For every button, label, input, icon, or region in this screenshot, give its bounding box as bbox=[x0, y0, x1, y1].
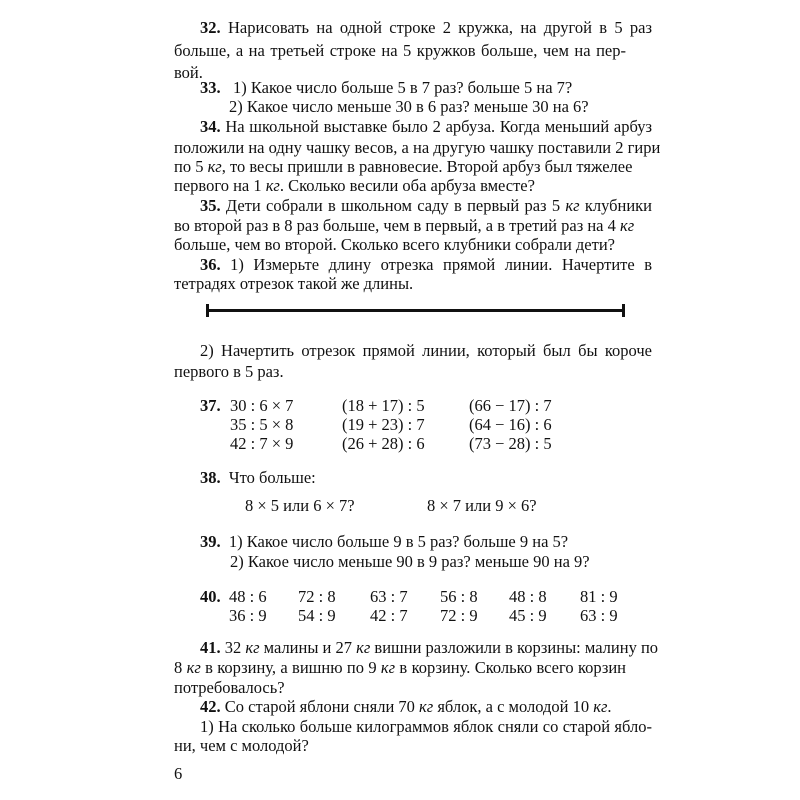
expression: 30 : 6 × 7 bbox=[230, 396, 294, 415]
unit-kg: кг bbox=[207, 157, 222, 176]
expression: (26 + 28) : 6 bbox=[342, 434, 425, 453]
unit-kg: кг bbox=[356, 638, 371, 657]
text-part: Дети собрали в школьном саду в первый раз 5 bbox=[225, 196, 566, 215]
problem-32-line-1 bbox=[174, 18, 652, 38]
text-part: по 5 bbox=[174, 157, 208, 176]
expression: 45 : 9 bbox=[509, 606, 547, 625]
expression: 35 : 5 × 8 bbox=[230, 415, 294, 434]
problem-text: 1) Какое число больше 9 в 5 раз? больше 9 на 5? bbox=[228, 532, 569, 551]
text-part: во второй раз в 8 раз больше, чем в первый, а в третий раз на 4 bbox=[174, 216, 620, 235]
text-part: яблок, а с молодой 10 bbox=[433, 697, 594, 716]
unit-kg: кг bbox=[565, 196, 580, 215]
problem-36-line-4: первого в 5 раз. bbox=[174, 362, 284, 381]
problem-41-line-2 bbox=[174, 658, 626, 678]
text-part: в корзину, а вишню по 9 bbox=[200, 658, 381, 677]
problem-text: Нарисовать на одной строке 2 кружка, на другой в 5 раз bbox=[227, 18, 653, 37]
problem-33-line-2: 2) Какое число меньше 30 в 6 раз? меньше 30 на 6? bbox=[229, 97, 589, 116]
expression: 42 : 7 bbox=[370, 606, 408, 625]
text-part: . Сколько весили оба арбуза вместе? bbox=[279, 176, 535, 195]
problem-32-line-2: больше, а на третьей строке на 5 кружков больше, чем на пер- bbox=[174, 41, 626, 60]
expression: 56 : 8 bbox=[440, 587, 478, 606]
text-part: Со старой яблони сняли 70 bbox=[224, 697, 420, 716]
text-part: 32 bbox=[220, 638, 246, 657]
problem-35-line-3: больше, чем во второй. Сколько всего клубники собрали дети? bbox=[174, 235, 615, 254]
unit-kg: кг bbox=[620, 216, 635, 235]
unit-kg: кг bbox=[419, 697, 434, 716]
comparison: 8 × 7 или 9 × 6? bbox=[427, 496, 537, 515]
problem-42-line-1: 42. Со старой яблони сняли 70 кг яблок, а с молодой 10 кг. bbox=[200, 697, 612, 716]
unit-kg: кг bbox=[245, 638, 260, 657]
problem-number: 37. bbox=[200, 396, 221, 415]
problem-33-line-1 bbox=[174, 78, 652, 98]
expression: 72 : 9 bbox=[440, 606, 478, 625]
expression: 54 : 9 bbox=[298, 606, 336, 625]
expression: 42 : 7 × 9 bbox=[230, 434, 294, 453]
expression: (64 − 16) : 6 bbox=[469, 415, 552, 434]
problem-text: Что больше: bbox=[228, 468, 316, 487]
text-part: в корзину. Сколько всего корзин bbox=[395, 658, 627, 677]
segment-endpoint bbox=[206, 304, 209, 317]
problem-text: 1) Какое число больше 5 в 7 раз? больше 5 на 7? bbox=[233, 78, 573, 97]
problem-34-line-3 bbox=[174, 157, 633, 177]
problem-number: 35. bbox=[200, 196, 221, 215]
expression: 36 : 9 bbox=[229, 606, 267, 625]
problem-number: 38. bbox=[200, 468, 221, 487]
problem-41-line-1 bbox=[174, 638, 659, 658]
problem-number: 42. bbox=[200, 697, 221, 716]
problem-number: 32. bbox=[200, 18, 221, 37]
expression: (66 − 17) : 7 bbox=[469, 396, 552, 415]
unit-kg: кг bbox=[186, 658, 201, 677]
segment-endpoint bbox=[622, 304, 625, 317]
expression: 63 : 9 bbox=[580, 606, 618, 625]
text-part: малины и 27 bbox=[259, 638, 357, 657]
problem-35-line-1 bbox=[174, 196, 652, 216]
problem-number: 36. bbox=[200, 255, 221, 274]
problem-32-line-3: вой. bbox=[174, 63, 203, 82]
problem-number: 33. bbox=[200, 78, 221, 97]
problem-36-line-1 bbox=[174, 255, 652, 275]
text-part: , то весы пришли в равновесие. Второй арбуз был тяжелее bbox=[221, 157, 633, 176]
text-part: 8 bbox=[174, 658, 187, 677]
problem-number: 39. bbox=[200, 532, 221, 551]
expression: 48 : 8 bbox=[509, 587, 547, 606]
text-part: вишни разложили в корзины: малину по bbox=[370, 638, 659, 657]
expression: 63 : 7 bbox=[370, 587, 408, 606]
problem-number: 40. bbox=[200, 587, 221, 606]
problem-34-line-1 bbox=[174, 117, 652, 137]
problem-34-line-2: положили на одну чашку весов, а на другую чашку поставили 2 гири bbox=[174, 138, 661, 157]
expression: (18 + 17) : 5 bbox=[342, 396, 425, 415]
unit-kg: кг bbox=[593, 697, 608, 716]
text-part: клубники bbox=[579, 196, 653, 215]
problem-39-line-1 bbox=[200, 532, 568, 552]
problem-41-line-3: потребовалось? bbox=[174, 678, 285, 697]
expression: 81 : 9 bbox=[580, 587, 618, 606]
problem-36-line-2: тетрадях отрезок такой же длины. bbox=[174, 274, 414, 293]
problem-42-line-2: 1) На сколько больше килограммов яблок сняли со старой ябло- bbox=[200, 717, 652, 736]
problem-39-line-2: 2) Какое число меньше 90 в 9 раз? меньше 90 на 9? bbox=[230, 552, 590, 571]
problem-text: 1) Измерьте длину отрезка прямой линии. Начертите в bbox=[230, 255, 653, 274]
problem-text: На школьной выставке было 2 арбуза. Когда меньший арбуз bbox=[225, 117, 652, 136]
unit-kg: кг bbox=[265, 176, 280, 195]
problem-number: 34. bbox=[200, 117, 221, 136]
problem-38-question bbox=[200, 468, 316, 488]
expression: 72 : 8 bbox=[298, 587, 336, 606]
expression: (73 − 28) : 5 bbox=[469, 434, 552, 453]
page-number: 6 bbox=[174, 764, 183, 783]
problem-34-line-4 bbox=[174, 176, 626, 196]
comparison: 8 × 5 или 6 × 7? bbox=[245, 496, 355, 515]
problem-42-line-3: ни, чем с молодой? bbox=[174, 736, 309, 755]
line-segment bbox=[208, 309, 624, 312]
problem-36-line-3: 2) Начертить отрезок прямой линии, который был бы короче bbox=[200, 341, 652, 360]
problem-number: 41. bbox=[200, 638, 221, 657]
unit-kg: кг bbox=[380, 658, 396, 677]
expression: 48 : 6 bbox=[229, 587, 267, 606]
problem-35-line-2 bbox=[174, 216, 635, 236]
text-part: первого на 1 bbox=[174, 176, 266, 195]
expression: (19 + 23) : 7 bbox=[342, 415, 425, 434]
